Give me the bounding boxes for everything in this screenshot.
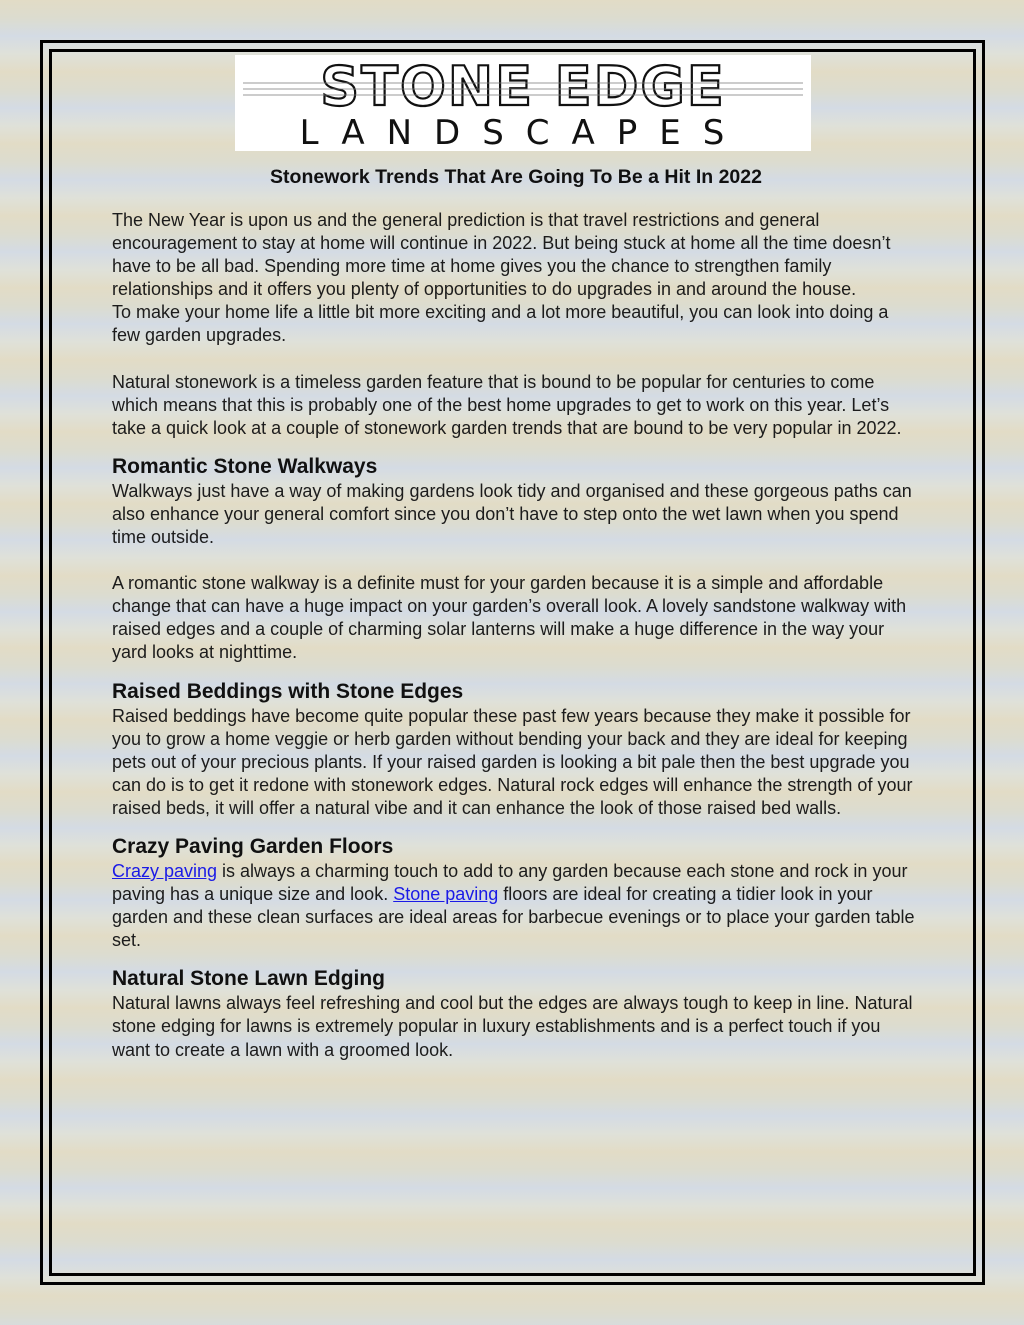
crazy-paving-link[interactable]: Crazy paving	[112, 860, 218, 881]
stone-paving-link[interactable]: Stone paving	[393, 884, 499, 905]
heading-walkways: Romantic Stone Walkways	[112, 454, 378, 478]
walkways-paragraph-1: Walkways just have a way of making gardens look tidy and organised and these gorgeous paths can also enhance your general comfort since you don’t have to step onto the wet lawn when you spend time outside.	[112, 480, 912, 548]
edging-paragraph: Natural lawns always feel refreshing and cool but the edges are always tough to keep in line. Natural stone edging for lawns is extremely popular in luxury establishments and is a perfect touch if you want to create a lawn with a groomed look.	[112, 993, 913, 1060]
article	[112, 164, 920, 1062]
article-title: Stonework Trends That Are Going To Be a Hit In 2022	[270, 166, 762, 188]
paving-text-2: floors are ideal for creating a tidier look in your garden and these clean surfaces are ideal areas for barbecue evenings or to place your garden table set.	[112, 884, 915, 951]
logo-line1: STONE EDGE	[320, 55, 726, 118]
intro-paragraph-2: To make your home life a little bit more exciting and a lot more beautiful, you can look into doing a few garden upgrades.	[112, 302, 889, 346]
intro-paragraph-1: The New Year is upon us and the general prediction is that travel restrictions and general encouragement to stay at home will continue in 2022. But being stuck at home all the time doesn’t have to be all bad. Spending more time at home gives you the chance to strengthen family relationships and it offers you plenty of opportunities to do upgrades in and around the house.	[112, 210, 891, 300]
paving-text-1: is always a charming touch to add to any garden because each stone and rock in your paving has a unique size and look.	[112, 860, 908, 905]
logo-line2: LANDSCAPES	[299, 113, 747, 151]
intro-paragraph-3: Natural stonework is a timeless garden feature that is bound to be popular for centuries to come which means that this is probably one of the best home upgrades to get to work on this year. Let’s take a quick look at a couple of stonework garden trends that are bound to be very popular in 2022.	[112, 371, 902, 438]
heading-beddings: Raised Beddings with Stone Edges	[112, 679, 464, 703]
walkways-paragraph-2: A romantic stone walkway is a definite must for your garden because it is a simple and affordable change that can have a huge impact on your garden’s overall look. A lovely sandstone walkway with raised edges and a couple of charming solar lanterns will make a huge difference in the way your yard looks at nighttime.	[112, 573, 907, 663]
heading-edging: Natural Stone Lawn Edging	[112, 967, 386, 991]
beddings-paragraph: Raised beddings have become quite popular these past few years because they make it possible for you to grow a home veggie or herb garden without bending your back and they are ideal for keeping pets out of your precious plants. If your raised garden is looking a bit pale then the best upgrade you can do is to get it redone with stonework edges. Natural rock edges will enhance the strength of your raised beds, it will offer a natural vibe and it can enhance the look of those raised bed walls.	[112, 705, 913, 818]
stone-edge-logo	[235, 55, 811, 151]
paving-paragraph	[112, 860, 920, 952]
heading-paving: Crazy Paving Garden Floors	[112, 834, 394, 858]
